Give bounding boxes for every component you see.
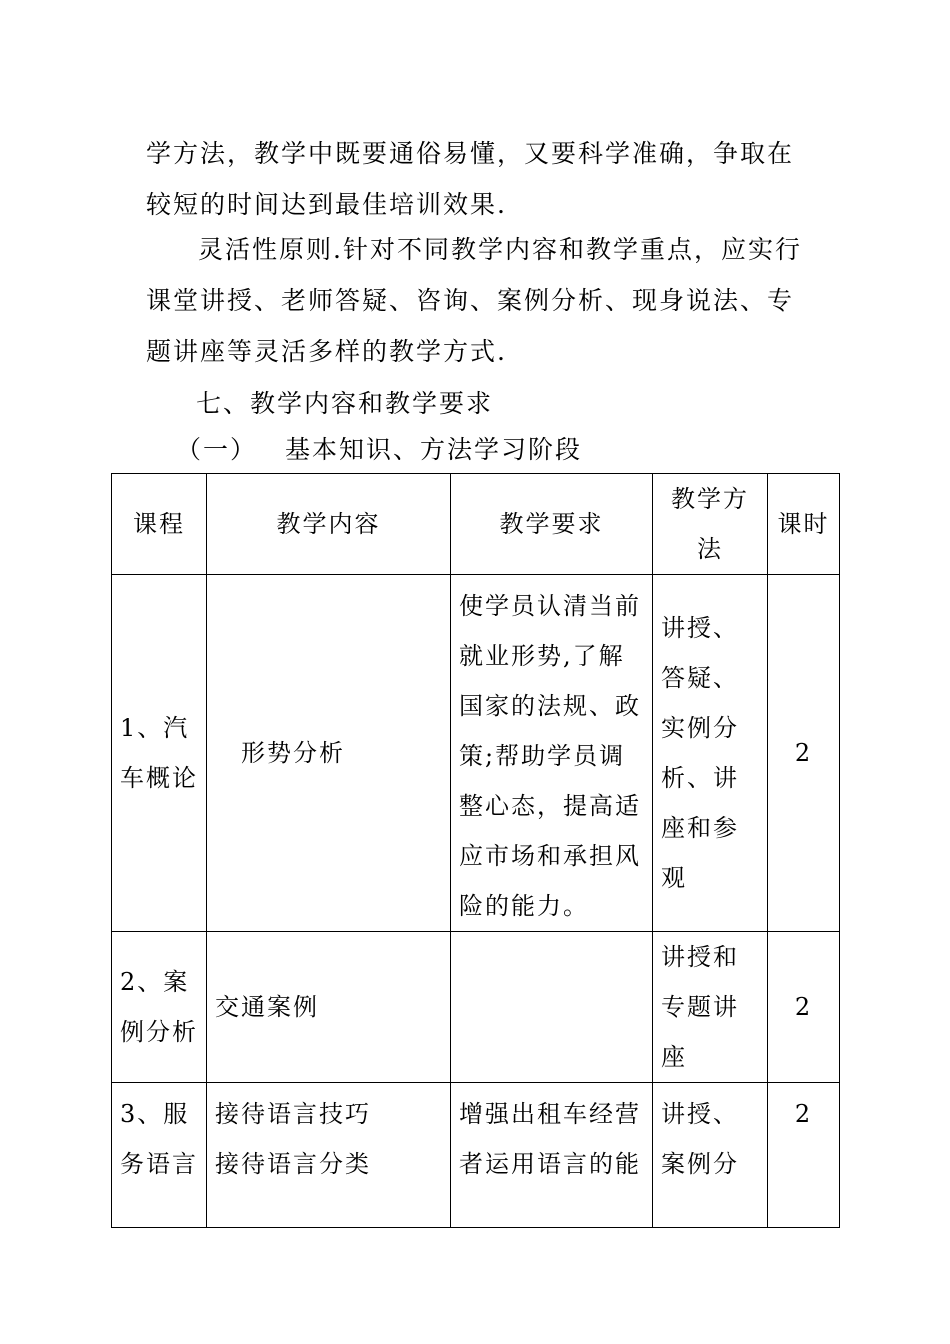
subsection-title: 基本知识、方法学习阶段 bbox=[284, 435, 582, 464]
subsection-heading bbox=[176, 430, 582, 466]
table-row bbox=[112, 575, 840, 932]
cell-hours: 2 bbox=[768, 1083, 840, 1228]
cell-requirement bbox=[451, 932, 653, 1083]
cell-requirement: 增强出租车经营者运用语言的能 bbox=[451, 1083, 653, 1228]
header-requirement: 教学要求 bbox=[451, 474, 653, 575]
cell-content: 交通案例 bbox=[207, 932, 451, 1083]
subsection-number: （一） bbox=[176, 435, 258, 464]
header-method: 教学方法 bbox=[653, 474, 768, 575]
cell-course: 3、服务语言 bbox=[112, 1083, 207, 1228]
cell-method: 讲授和专题讲座 bbox=[653, 932, 768, 1083]
course-table bbox=[111, 473, 840, 1228]
cell-course: 2、案例分析 bbox=[112, 932, 207, 1083]
paragraph-teaching-method: 学方法，教学中既要通俗易懂，又要科学准确，争取在较短的时间达到最佳培训效果. bbox=[146, 139, 795, 219]
cell-hours: 2 bbox=[768, 575, 840, 932]
cell-course: 1、汽车概论 bbox=[112, 575, 207, 932]
cell-content: 接待语言技巧 接待语言分类 bbox=[207, 1083, 451, 1228]
table-row bbox=[112, 1083, 840, 1228]
header-hours: 课时 bbox=[768, 474, 840, 575]
table-row bbox=[112, 932, 840, 1083]
paragraph-flexibility-principle: 灵活性原则.针对不同教学内容和教学重点，应实行课堂讲授、老师答疑、咨询、案例分析、现身说法、专题讲座等灵活多样的教学方式. bbox=[146, 235, 802, 366]
header-course: 课程 bbox=[112, 474, 207, 575]
header-content: 教学内容 bbox=[207, 474, 451, 575]
cell-content: 形势分析 bbox=[207, 575, 451, 932]
table-header-row bbox=[112, 474, 840, 575]
section-heading: 七、教学内容和教学要求 bbox=[196, 389, 494, 418]
cell-method: 讲授、案例分 bbox=[653, 1083, 768, 1228]
cell-requirement: 使学员认清当前就业形势,了解国家的法规、政策;帮助学员调整心态，提高适应市场和承担风险的能力。 bbox=[451, 575, 653, 932]
cell-hours: 2 bbox=[768, 932, 840, 1083]
cell-method: 讲授、答疑、实例分析、讲座和参观 bbox=[653, 575, 768, 932]
